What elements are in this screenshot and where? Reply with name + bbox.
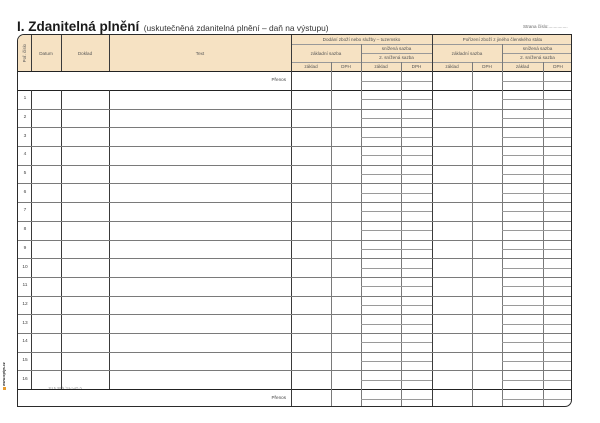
title-main: I. Zdanitelná plnění (17, 19, 140, 34)
row-number: 13 (22, 320, 28, 326)
reduced-rate-split (361, 81, 432, 82)
carry-over-bottom-label: Přenos (271, 395, 286, 400)
group-eu-basic-rate: základní sazba (432, 44, 502, 62)
reduced-rate-split (502, 81, 572, 82)
reduced-rate-split (502, 211, 572, 212)
row-divider (18, 370, 572, 371)
copyright-text: © OPTYS, spol. s r.o. (47, 386, 82, 390)
row-divider (18, 314, 572, 315)
row-number: 2 (23, 115, 27, 121)
carry-over-top-divider (18, 90, 572, 91)
brand-url: www.optys.cz (2, 362, 6, 386)
reduced-rate-split (361, 137, 432, 138)
reduced-rate-split (502, 249, 572, 250)
row-divider (18, 352, 572, 353)
header-divider-v (109, 35, 110, 71)
reduced-rate-split (361, 342, 432, 343)
reduced-rate-split (502, 230, 572, 231)
reduced-rate-split (502, 380, 572, 381)
row-divider (18, 258, 572, 259)
reduced-rate-split (502, 399, 572, 400)
reduced-rate-split (361, 305, 432, 306)
row-number: 1 (23, 96, 27, 102)
row-divider (18, 109, 572, 110)
header-row-number (18, 35, 31, 71)
reduced-rate-split (361, 361, 432, 362)
row-divider (18, 296, 572, 297)
header-date: Datum (31, 35, 61, 71)
reduced-rate-split (502, 268, 572, 269)
row-divider (18, 277, 572, 278)
group-eu-vat-1: DPH (472, 62, 502, 71)
group-domestic-vat-1: DPH (331, 62, 361, 71)
group-domestic-second-reduced-rate: 2. snížená sazba (361, 53, 432, 62)
header-row-number-label: Poř. číslo (22, 43, 27, 63)
reduced-rate-split (361, 174, 432, 175)
column-divider (543, 62, 544, 407)
group-eu-reduced-rate: snížená sazba (502, 44, 572, 53)
reduced-rate-split (361, 193, 432, 194)
row-divider (18, 202, 572, 203)
group-eu-second-reduced-rate: 2. snížená sazba (502, 53, 572, 62)
row-number: 15 (22, 357, 28, 363)
header-divider-v (31, 35, 32, 71)
group-domestic-base-1: základ (291, 62, 331, 71)
group-eu-title: Pořízení zboží z jiného členského státu (432, 35, 572, 44)
group-domestic-vat-2: DPH (401, 62, 432, 71)
reduced-rate-split (361, 324, 432, 325)
row-divider (18, 240, 572, 241)
header-text: Text (109, 35, 291, 71)
group-domestic-reduced-rate: snížená sazba (361, 44, 432, 53)
reduced-rate-split (502, 305, 572, 306)
reduced-rate-split (502, 118, 572, 119)
row-number: 7 (23, 208, 27, 214)
row-divider (18, 221, 572, 222)
row-number: 14 (22, 339, 28, 345)
brand-square-icon (3, 387, 6, 390)
group-eu-base-1: základ (432, 62, 472, 71)
row-number: 10 (22, 264, 28, 270)
reduced-rate-split (502, 361, 572, 362)
row-divider (18, 146, 572, 147)
reduced-rate-split (502, 342, 572, 343)
row-number: 5 (23, 171, 27, 177)
row-number: 12 (22, 301, 28, 307)
row-number: 11 (22, 283, 28, 289)
group-eu-vat-2: DPH (543, 62, 572, 71)
column-divider (401, 62, 402, 407)
reduced-rate-split (502, 155, 572, 156)
row-divider (18, 183, 572, 184)
reduced-rate-split (361, 211, 432, 212)
reduced-rate-split (361, 286, 432, 287)
row-number: 16 (22, 376, 28, 382)
row-number: 4 (23, 152, 27, 158)
reduced-rate-split (502, 324, 572, 325)
column-divider (331, 62, 332, 407)
reduced-rate-split (361, 99, 432, 100)
reduced-rate-split (502, 137, 572, 138)
row-number: 3 (23, 133, 27, 139)
row-divider (18, 165, 572, 166)
reduced-rate-split (361, 268, 432, 269)
group-domestic-base-2: základ (361, 62, 401, 71)
header-divider-v (61, 35, 62, 71)
reduced-rate-split (361, 399, 432, 400)
reduced-rate-split (361, 118, 432, 119)
reduced-rate-split (361, 155, 432, 156)
reduced-rate-split (502, 193, 572, 194)
group-eu-base-2: základ (502, 62, 543, 71)
header-divider (18, 71, 572, 72)
carry-over-top-label: Přenos (271, 77, 286, 82)
reduced-rate-split (502, 174, 572, 175)
carry-over-bottom-divider (18, 389, 572, 390)
header-document: Doklad (61, 35, 109, 71)
group-domestic-basic-rate: základní sazba (291, 44, 361, 62)
reduced-rate-split (361, 380, 432, 381)
group-domestic-title: Dodání zboží nebo služby – tuzemsko (291, 35, 432, 44)
row-number: 6 (23, 189, 27, 195)
page-number-field[interactable]: Strana číslo:............... (523, 24, 568, 29)
vat-table (17, 34, 572, 407)
reduced-rate-split (502, 99, 572, 100)
column-divider (472, 62, 473, 407)
row-divider (18, 127, 572, 128)
row-number: 9 (23, 245, 27, 251)
reduced-rate-split (502, 286, 572, 287)
reduced-rate-split (361, 249, 432, 250)
row-number: 8 (23, 227, 27, 233)
row-divider (18, 333, 572, 334)
title-subtitle: (uskutečněná zdanitelná plnění – daň na výstupu) (143, 23, 329, 33)
reduced-rate-split (361, 230, 432, 231)
